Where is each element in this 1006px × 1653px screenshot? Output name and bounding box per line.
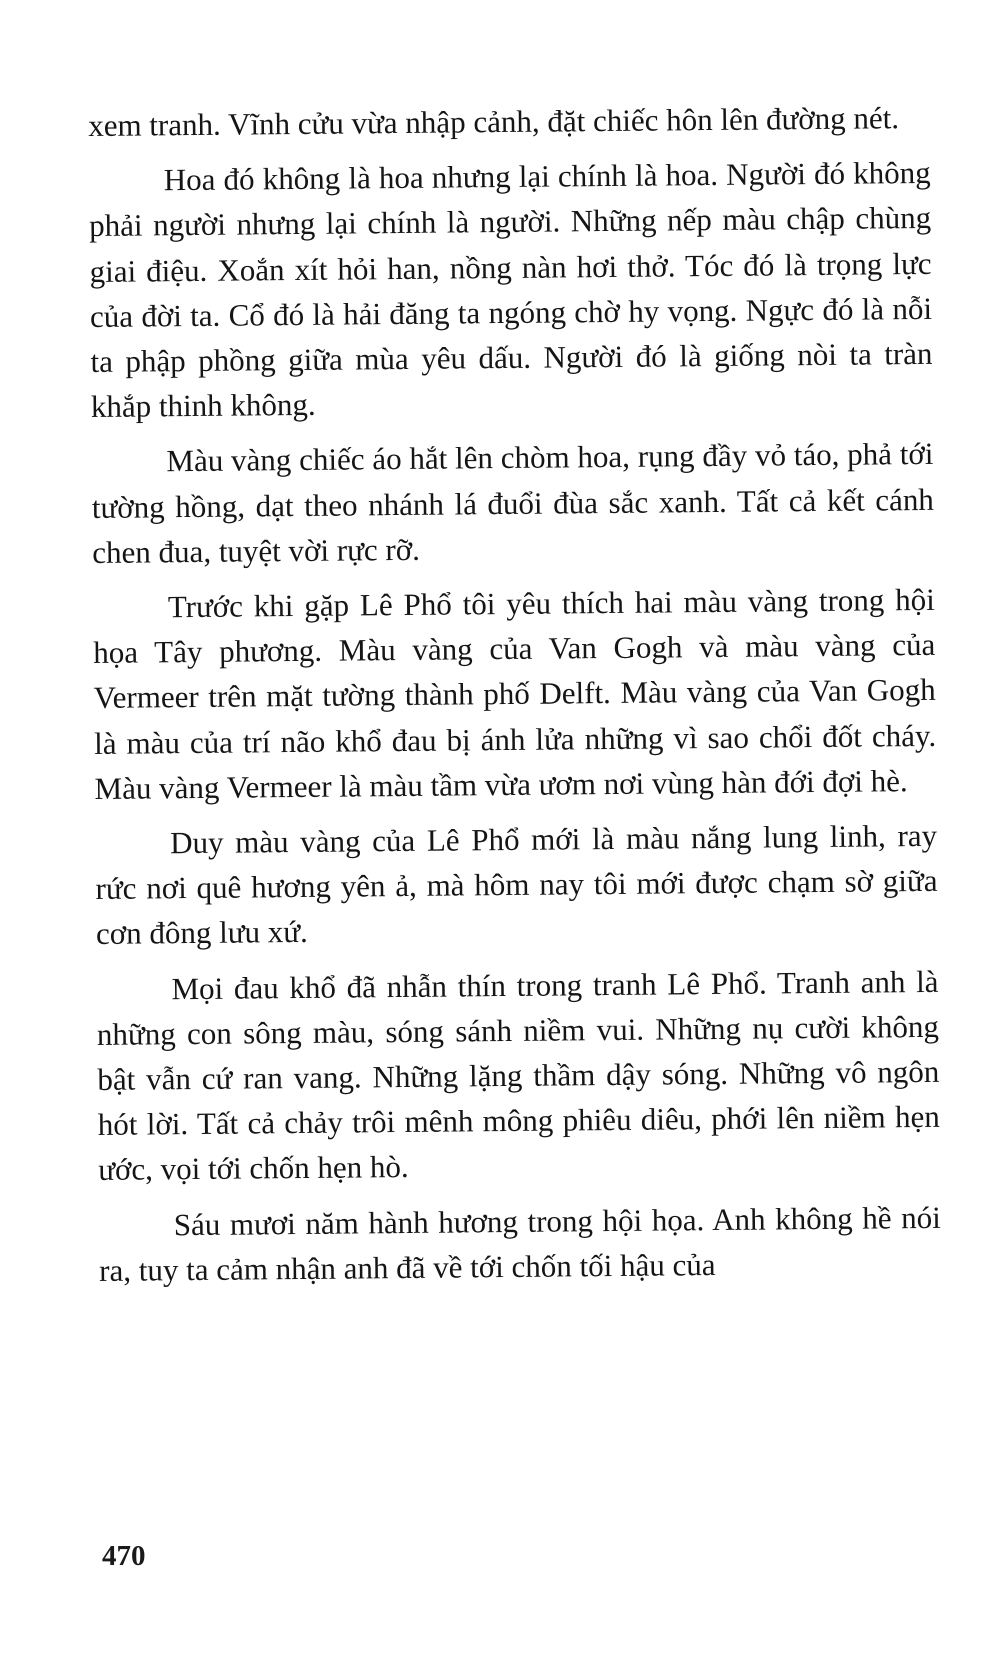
paragraph: Trước khi gặp Lê Phổ tôi yêu thích hai màu vàng trong hội họa Tây phương. Màu vàng của Van Gogh và màu vàng của Vermeer trên mặt tường thành phố Delft. Màu vàng của Van Gogh là màu của trí não khổ đau bị ánh lửa những vì sao chổi đốt cháy. Màu vàng Vermeer là màu tầm vừa ươm nơi vùng hàn đới đợi hè. bbox=[93, 581, 937, 806]
paragraph: Duy màu vàng của Lê Phổ mới là màu nắng lung linh, ray rức nơi quê hương yên ả, mà hôm nay tôi mới được chạm sờ giữa cơn đông lưu xứ. bbox=[95, 817, 938, 952]
body-text bbox=[88, 95, 941, 1303]
paragraph: xem tranh. Vĩnh cửu vừa nhập cảnh, đặt chiếc hôn lên đường nét. bbox=[88, 100, 900, 143]
paragraph: Sáu mươi năm hành hương trong hội họa. Anh không hề nói ra, tuy ta cảm nhận anh đã về tới chốn tối hậu của bbox=[99, 1199, 941, 1288]
paragraph: Mọi đau khổ đã nhẫn thín trong tranh Lê Phổ. Tranh anh là những con sông màu, sóng sánh niềm vui. Những nụ cười không bật vẫn cứ ran vang. Những lặng thầm dậy sóng. Những vô ngôn hót lời. Tất cả chảy trôi mênh mông phiêu diêu, phới lên niềm hẹn ước, vọi tới chốn hẹn hò. bbox=[96, 963, 940, 1188]
paragraph: Hoa đó không là hoa nhưng lại chính là hoa. Người đó không phải người nhưng lại chính là người. Những nếp màu chập chùng giai điệu. Xoắn xít hỏi han, nồng nàn hơi thở. Tóc đó là trọng lực của đời ta. Cổ đó là hải đăng ta ngóng chờ hy vọng. Ngực đó là nỗi ta phập phồng giữa mùa yêu dấu. Người đó là giống nòi ta tràn khắp thinh không. bbox=[89, 155, 933, 425]
page-number: 470 bbox=[102, 1540, 146, 1572]
paragraph: Màu vàng chiếc áo hắt lên chòm hoa, rụng đầy vỏ táo, phả tới tường hồng, dạt theo nhánh lá đuổi đùa sắc xanh. Tất cả kết cánh chen đua, tuyệt vời rực rỡ. bbox=[91, 436, 935, 570]
